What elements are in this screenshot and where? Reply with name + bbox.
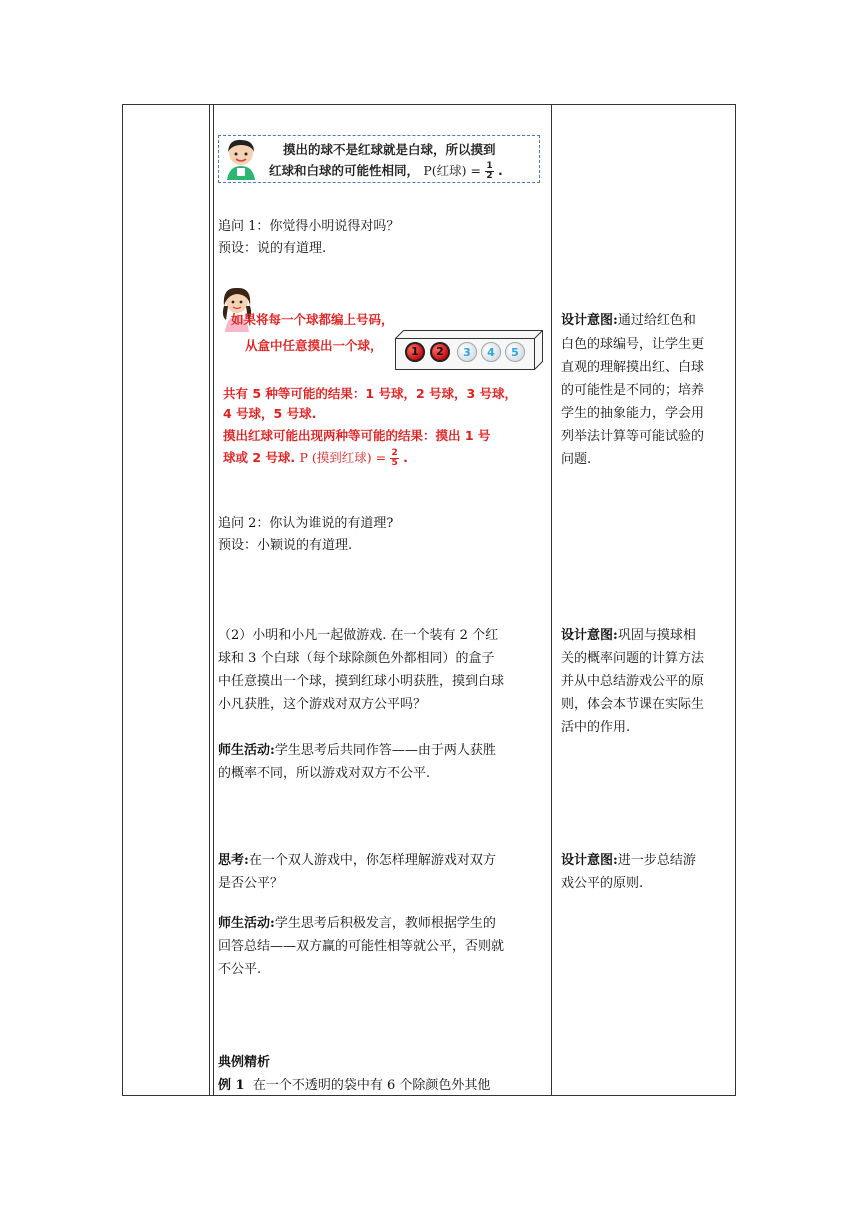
fraction-numerator: 2	[391, 448, 398, 458]
intent-line: 活中的作用.	[561, 720, 631, 735]
activity-text: 学生思考后积极发言，教师根据学生的	[274, 916, 496, 931]
boy-speech-box	[218, 135, 540, 183]
bubble-text-line	[269, 161, 503, 181]
follow-up-question-1: 追问 1：你觉得小明说得对吗？	[218, 219, 400, 234]
intent-line	[561, 625, 696, 647]
white-ball-3: 3	[457, 342, 477, 362]
think-label: 思考:	[218, 853, 249, 868]
outcome-text	[223, 448, 408, 468]
intent-line: 直观的理解摸出红、白球	[561, 360, 705, 375]
intent-line: 问题.	[561, 452, 592, 467]
intent-text: 通过给红色和	[617, 313, 696, 328]
think-text: 在一个双人游戏中，你怎样理解游戏对双方	[248, 853, 496, 868]
intent-text: 进一步总结游	[617, 853, 696, 868]
girl-speech-line: 如果将每一个球都编上号码，	[231, 312, 394, 327]
think-line	[218, 850, 496, 872]
bubble-text-line: 摸出的球不是红球就是白球，所以摸到	[283, 142, 496, 157]
preset-answer-1: 预设：说的有道理.	[218, 241, 327, 256]
girl-speech-line: 从盒中任意摸出一个球，	[245, 338, 383, 353]
intent-line: 则，体会本节课在实际生	[561, 697, 705, 712]
white-ball-4: 4	[481, 342, 501, 362]
activity-line: 不公平.	[218, 962, 262, 977]
intent-line: 关的概率问题的计算方法	[561, 651, 705, 666]
intent-line: 学生的抽象能力，学会用	[561, 406, 705, 421]
follow-up-question-2: 追问 2：你认为谁说的有道理?	[218, 516, 394, 531]
outcome-text: 共有 5 种等可能的结果：1 号球，2 号球，3 号球，	[223, 386, 518, 401]
activity-line: 回答总结——双方赢的可能性相等就公平，否则就	[218, 939, 505, 954]
fraction	[485, 162, 493, 181]
intent-label: 设计意图:	[561, 853, 618, 868]
period: .	[403, 450, 408, 465]
problem-line: （2）小明和小凡一起做游戏. 在一个装有 2 个红	[218, 628, 499, 643]
intent-line: 白色的球编号，让学生更	[561, 337, 705, 352]
example-heading: 典例精析	[218, 1055, 271, 1070]
column-divider	[551, 104, 552, 1096]
red-ball-1: 1	[405, 342, 425, 362]
intent-label: 设计意图:	[561, 628, 618, 643]
intent-label: 设计意图:	[561, 313, 618, 328]
activity-line	[218, 913, 496, 935]
activity-line: 的概率不同，所以游戏对双方不公平.	[218, 766, 431, 781]
probability-formula: P (摸到红球) =	[299, 450, 387, 465]
ball-box	[395, 330, 543, 370]
outcome-text: 4 号球，5 号球.	[223, 406, 317, 421]
intent-line: 戏公平的原则.	[561, 876, 644, 891]
boy-avatar-icon	[221, 138, 261, 180]
fraction-denominator: 2	[486, 171, 493, 181]
problem-line: 小凡获胜，这个游戏对双方公平吗？	[218, 697, 427, 712]
problem-line: 球和 3 个白球（每个球除颜色外都相同）的盒子	[218, 651, 495, 666]
fraction	[390, 449, 398, 468]
think-line: 是否公平？	[218, 876, 284, 891]
preset-answer-2: 预设：小颖说的有道理.	[218, 538, 353, 553]
fraction-denominator: 5	[391, 458, 398, 468]
example-label: 例 1	[218, 1078, 245, 1093]
intent-line: 列举法计算等可能试验的	[561, 429, 705, 444]
activity-label: 师生活动:	[218, 743, 275, 758]
bubble-text: 红球和白球的可能性相同，	[269, 163, 420, 178]
intent-line	[561, 310, 696, 332]
activity-text: 学生思考后共同作答——由于两人获胜	[274, 743, 496, 758]
example-text: 在一个不透明的袋中有 6 个除颜色外其他	[252, 1078, 491, 1093]
outcome-text: 摸出红球可能出现两种等可能的结果：摸出 1 号	[223, 428, 491, 443]
column-divider	[213, 104, 214, 1096]
intent-line: 并从中总结游戏公平的原	[561, 674, 705, 689]
column-divider	[209, 104, 210, 1096]
outcome-text-part: 球或 2 号球.	[223, 450, 296, 465]
period: .	[497, 163, 503, 178]
activity-label: 师生活动:	[218, 916, 275, 931]
red-ball-2: 2	[430, 342, 450, 362]
fraction-numerator: 1	[486, 161, 493, 171]
problem-line: 中任意摸出一个球，摸到红球小明获胜，摸到白球	[218, 674, 505, 689]
activity-line	[218, 740, 496, 762]
example-line	[218, 1075, 490, 1097]
white-ball-5: 5	[505, 342, 525, 362]
intent-text: 巩固与摸球相	[617, 628, 696, 643]
intent-line	[561, 850, 696, 872]
probability-formula: P(红球) =	[423, 163, 481, 178]
intent-line: 的可能性是不同的；培养	[561, 383, 705, 398]
